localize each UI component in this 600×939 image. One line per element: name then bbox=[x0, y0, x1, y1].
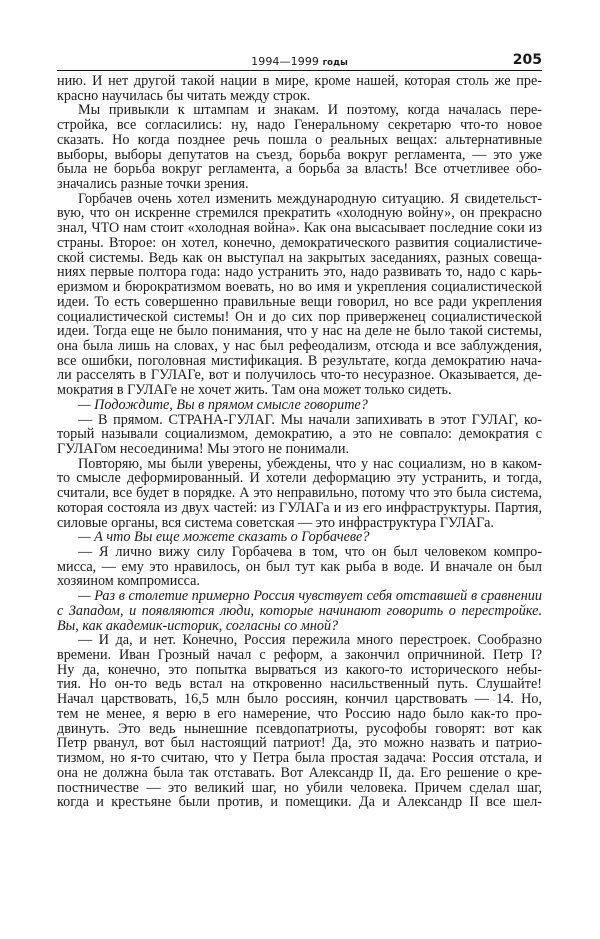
text-line: она была лишь на словах, у нас был рефеодализм, отсюда и все заблуждения, bbox=[57, 337, 542, 354]
text-line: мисса, — ему это нравилось, он был тут как рыба в воде. И вначале он был bbox=[57, 558, 542, 575]
text-line: была не борьба вокруг регламента, а борьба за власть! Все отчетливее обо- bbox=[57, 161, 542, 178]
text-line: — Я лично вижу силу Горбачева в том, что он был человеком компро- bbox=[78, 544, 542, 560]
text-line: двинуть. Это ведь нынешние псевдопатриоты, русофобы говорят: вот как bbox=[57, 720, 542, 737]
text-line: когда и крестьяне были против, и помещики. Да и Александр II все шел- bbox=[57, 794, 542, 811]
text-line: — И да, и нет. Конечно, Россия пережила много перестроек. Сообразно bbox=[78, 632, 542, 649]
text-line: — Раз в столетие примерно Россия чувствует себя отставшей в сравнении bbox=[78, 588, 542, 605]
text-line: силовые органы, вся система советская — это инфраструктура ГУЛАГа. bbox=[57, 514, 494, 531]
text-line: времени. Иван Грозный начал с реформ, а закончил опричниной. Петр I? bbox=[57, 647, 542, 664]
text-line: Повторяю, мы были уверены, убеждены, что у нас социализм, но в каком- bbox=[78, 455, 542, 472]
text-line: хозяином компромисса. bbox=[57, 573, 200, 590]
text-line: сказать. Но когда позднее речь пошла о реальных вещах: альтернативные bbox=[57, 131, 542, 148]
text-line: страны. Второе: он хотел, конечно, демократического развития социалистиче- bbox=[57, 234, 542, 251]
text-line: идеи. Тогда еще не было понимания, что у нас на деле не было такой системы, bbox=[57, 323, 542, 340]
text-line: ли расселять в ГУЛАГе, вот и получилось что-то несуразное. Оказывается, де- bbox=[57, 367, 542, 384]
text-line: тия. Но он-то ведь встал на откровенно насильственный путь. Слушайте! bbox=[57, 676, 542, 693]
text-line: которая состояла из двух частей: из ГУЛАГа и из его инфраструктуры. Партия, bbox=[57, 499, 542, 516]
text-line: то смысле деформированный. И хотели деформацию эту устранить, и тогда, bbox=[57, 470, 542, 487]
text-line: тизмом, но я-то считаю, что у Петра была простая задача: Россия отстала, и bbox=[57, 750, 542, 767]
text-line: Мы привыкли к штампам и знакам. И поэтому, когда началась пере- bbox=[78, 102, 542, 119]
text-line: ской системы. Ведь как он выступал на закрытых заседаниях, разных совеща- bbox=[57, 249, 542, 266]
text-line: считали, все будет в порядке. А это неправильно, потому что это была система, bbox=[57, 485, 542, 502]
text-line: — В прямом. СТРАНА-ГУЛАГ. Мы начали запихивать в этот ГУЛАГ, ко- bbox=[78, 411, 542, 428]
text-line: ГУЛАГом несоединима! Мы этого не понимали. bbox=[57, 440, 350, 457]
page-number: 205 bbox=[512, 52, 542, 68]
text-line: вую, что он искренне стремился прекратить «холодную войну», он прекрасно bbox=[57, 205, 542, 222]
text-line: мократия в ГУЛАГе не хочет жить. Там она может только сидеть. bbox=[57, 382, 452, 399]
running-head bbox=[57, 52, 542, 70]
header-rule bbox=[57, 70, 542, 71]
text-line: с Западом, и появляются люди, которые начинают говорить о перестройке. bbox=[57, 602, 542, 619]
text-line: постничестве — это великий шаг, но убили человека. Причем сделал шаг, bbox=[57, 779, 542, 796]
running-head-word: годы bbox=[322, 58, 348, 68]
text-line: нию. И нет другой такой нации в мире, кроме нашей, которая столь же пре- bbox=[57, 73, 542, 89]
text-line: значались разные точки зрения. bbox=[57, 176, 249, 193]
text-line: еризмом и бюрократизмом воевать, но во имя и укрепления социалистической bbox=[57, 279, 542, 296]
text-line: Ну да, конечно, это попытка вырваться из какого-то исторического небы- bbox=[57, 661, 542, 678]
text-line: идеи. То есть совершенно правильные вещи говорил, но все ради укрепления bbox=[57, 293, 542, 310]
text-line: стройка, все согласились: ну, надо Генеральному секретарю что-то новое bbox=[57, 117, 542, 134]
body-text bbox=[57, 74, 542, 810]
text-line: знал, ЧТО нам стоит «холодная война». Как она высасывает последние соки из bbox=[57, 220, 542, 237]
running-head-years: 1994—1999 bbox=[251, 55, 320, 68]
text-line: Вы, как академик-историк, согласны со мной? bbox=[57, 617, 339, 634]
text-line: — А что Вы еще можете сказать о Горбачеве? bbox=[78, 529, 370, 546]
text-line: торый называли социализмом, демократию, а это не совпало: демократия с bbox=[57, 426, 542, 443]
text-line: тем не менее, я верю в его намерение, что Россию надо было как-то про- bbox=[57, 705, 542, 722]
text-line: Петр рванул, вот был настоящий патриот! Да, это можно назвать и патрио- bbox=[57, 735, 542, 752]
text-line: Горбачев очень хотел изменить международную ситуацию. Я свидетельст- bbox=[78, 190, 542, 207]
text-line: — Подождите, Вы в прямом смысле говорите? bbox=[78, 396, 368, 413]
text-line: красно научилась бы читать между строк. bbox=[57, 87, 311, 104]
text-line: она не должна была так отставать. Вот Александр II, да. Его решение о кре- bbox=[57, 764, 542, 781]
text-line: выборы, выборы депутатов на съезд, борьба вокруг регламента, — это уже bbox=[57, 146, 542, 163]
text-line: Начал царствовать, 16,5 млн было россиян, кончил царствовать — 14. Но, bbox=[57, 691, 542, 708]
text-line: ниях первые полтора года: надо устранить это, надо развивать то, надо с карь- bbox=[57, 264, 542, 281]
text-line: социалистической системы! Он и до сих пор приверженец социалистической bbox=[57, 308, 542, 325]
text-line: все ошибки, поголовная мистификация. В результате, когда демократию нача- bbox=[57, 352, 542, 369]
running-head-title bbox=[57, 55, 542, 68]
